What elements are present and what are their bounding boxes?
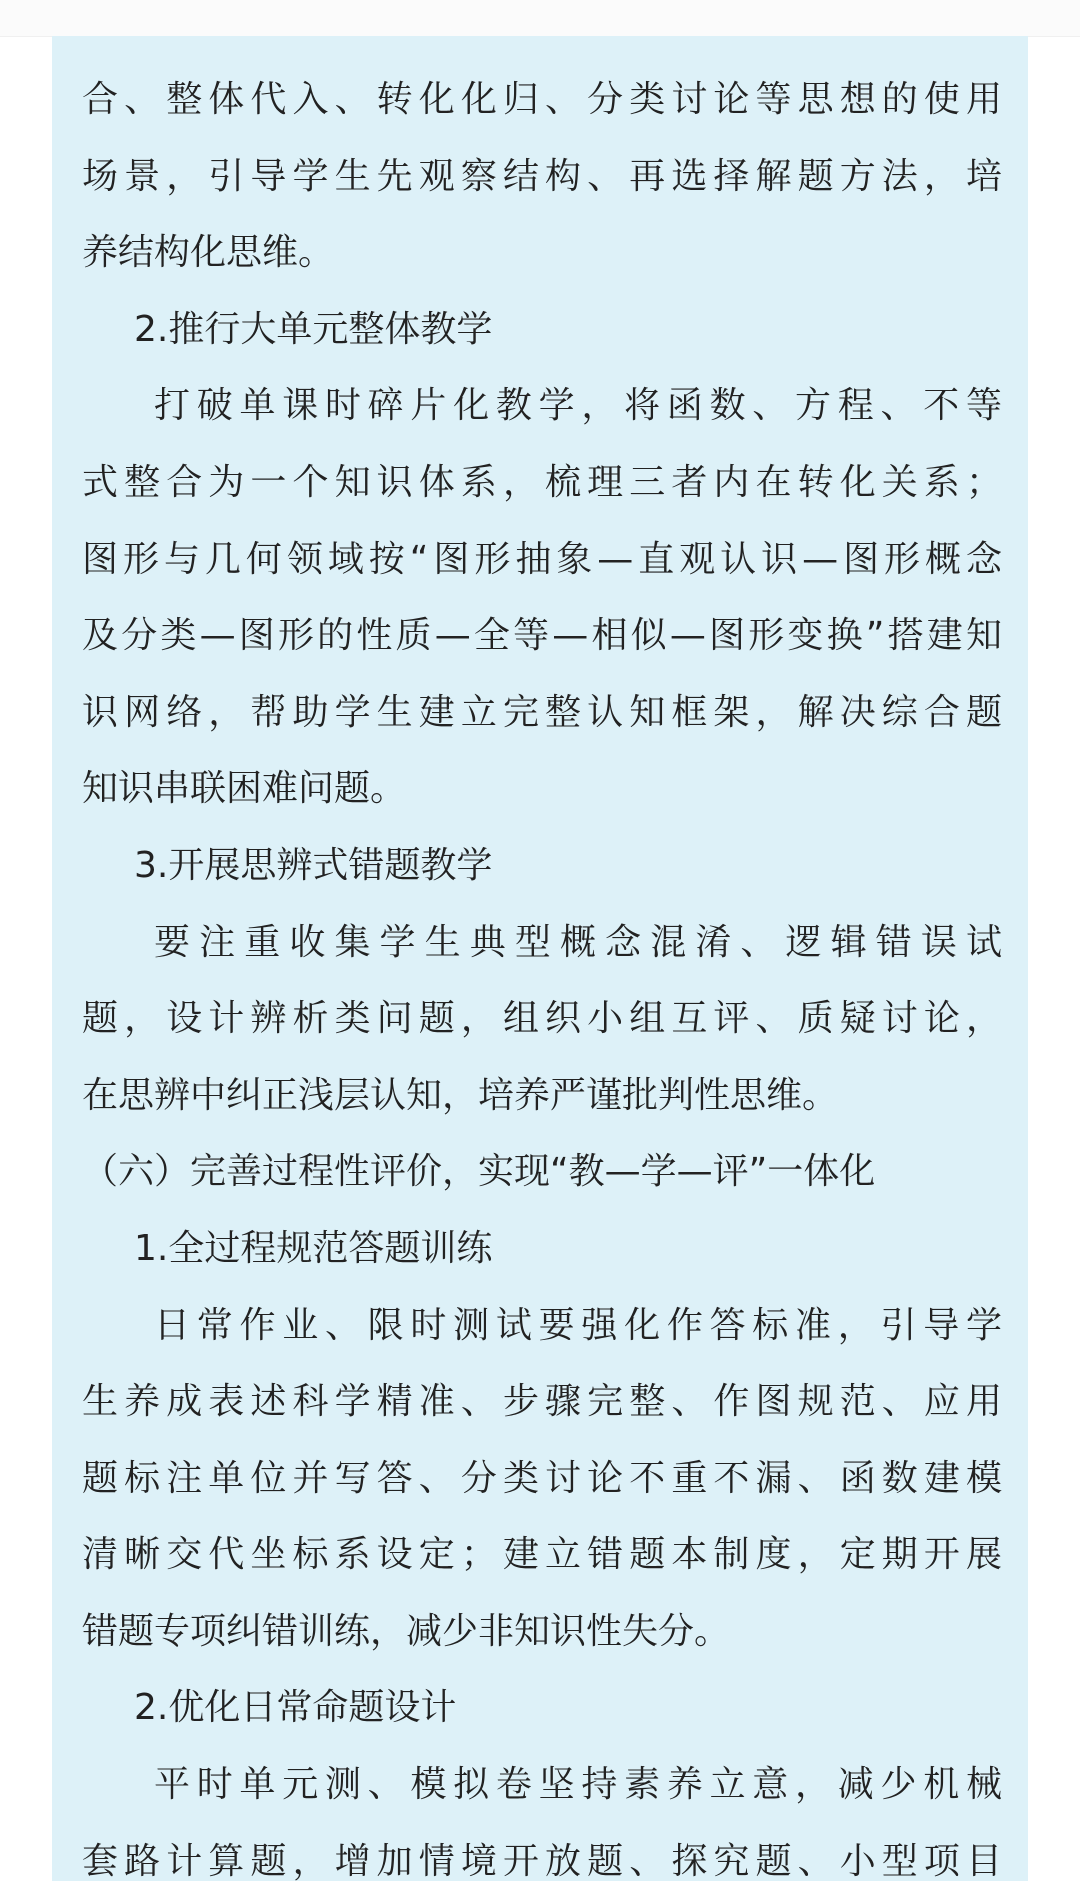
paragraph-line: 在思辨中纠正浅层认知，培养严谨批判性思维。 <box>82 1074 839 1116</box>
paragraph-line: 题，设计辨析类问题，组织小组互评、质疑讨论， <box>82 998 1002 1040</box>
paragraph-line: 平时单元测、模拟卷坚持素养立意，减少机械 <box>154 1764 1002 1806</box>
section-heading: （六）完善过程性评价，实现“教—学—评”一体化 <box>82 1151 876 1193</box>
paragraph-line: 生养成表述科学精准、步骤完整、作图规范、应用 <box>82 1381 1002 1423</box>
subheading: 2.优化日常命题设计 <box>134 1687 457 1729</box>
paragraph-line: 打破单课时碎片化教学，将函数、方程、不等 <box>154 385 1002 427</box>
paragraph-line: 题标注单位并写答、分类讨论不重不漏、函数建模 <box>82 1457 1002 1499</box>
paragraph-line: 合、整体代入、转化化归、分类讨论等思想的使用 <box>82 79 1002 120</box>
paragraph-line: 清晰交代坐标系设定；建立错题本制度，定期开展 <box>82 1534 1002 1576</box>
top-strip <box>0 0 1080 37</box>
paragraph-line: 知识串联困难问题。 <box>82 768 407 810</box>
subheading: 3.开展思辨式错题教学 <box>134 844 493 886</box>
paragraph-line: 错题专项纠错训练，减少非知识性失分。 <box>82 1610 731 1652</box>
paragraph-line: 识网络，帮助学生建立完整认知框架，解决综合题 <box>82 691 1002 733</box>
subheading: 1.全过程规范答题训练 <box>134 1227 493 1269</box>
paragraph-line: 场景，引导学生先观察结构、再选择解题方法，培 <box>82 155 1002 197</box>
paragraph-line: 要注重收集学生典型概念混淆、逻辑错误试 <box>154 921 1002 963</box>
paragraph-line: 套路计算题，增加情境开放题、探究题、小型项目 <box>82 1840 1002 1881</box>
paragraph-line: 图形与几何领域按“图形抽象—直观认识—图形概念 <box>82 538 1002 580</box>
paragraph-line: 养结构化思维。 <box>82 232 335 274</box>
paragraph-line: 式整合为一个知识体系，梳理三者内在转化关系； <box>82 461 1002 503</box>
article-body <box>82 62 1002 1881</box>
paragraph-line: 及分类—图形的性质—全等—相似—图形变换”搭建知 <box>82 615 1002 657</box>
paragraph-line: 日常作业、限时测试要强化作答标准，引导学 <box>154 1304 1002 1346</box>
subheading: 2.推行大单元整体教学 <box>134 308 493 350</box>
